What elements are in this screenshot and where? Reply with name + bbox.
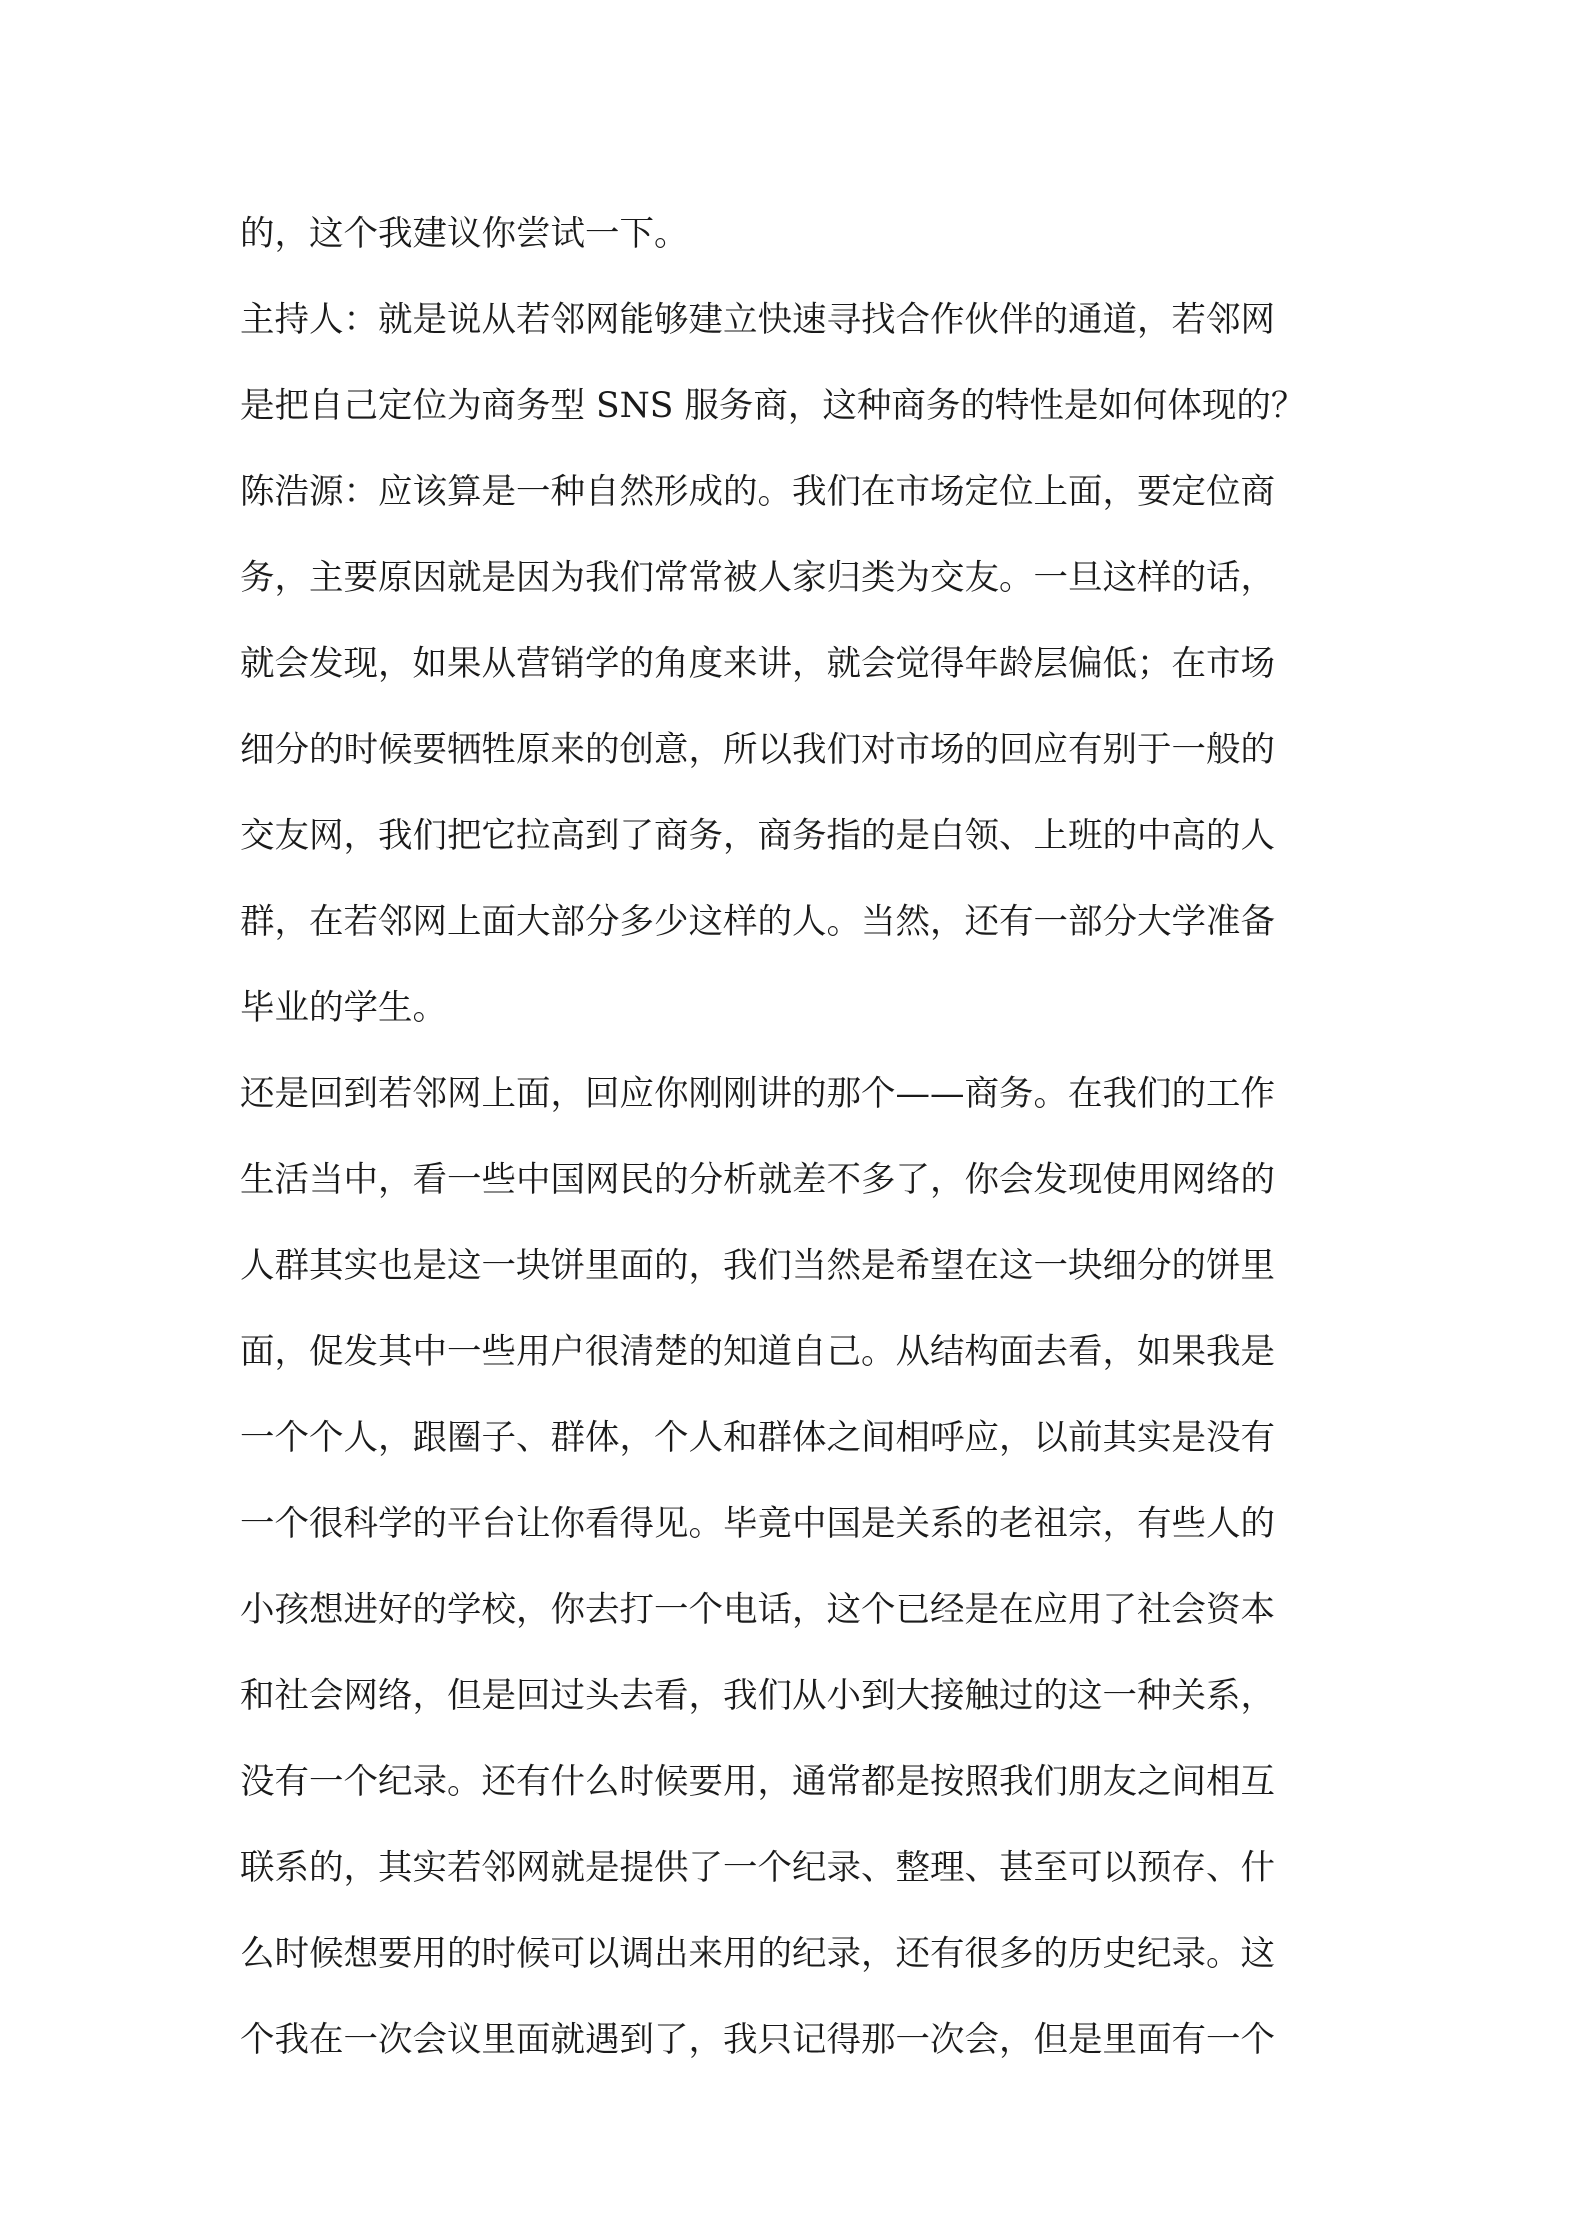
text-line: 生活当中，看一些中国网民的分析就差不多了，你会发现使用网络的: [240, 1160, 1275, 1200]
text-line: 和社会网络，但是回过头去看，我们从小到大接触过的这一种关系，: [240, 1676, 1275, 1716]
text-line: 面，促发其中一些用户很清楚的知道自己。从结构面去看，如果我是: [240, 1332, 1275, 1372]
text-line: 务，主要原因就是因为我们常常被人家归类为交友。一旦这样的话，: [240, 558, 1275, 598]
text-line: 么时候想要用的时候可以调出来用的纪录，还有很多的历史纪录。这: [240, 1934, 1275, 1974]
text-line: 一个很科学的平台让你看得见。毕竟中国是关系的老祖宗，有些人的: [240, 1504, 1275, 1544]
text-line: 毕业的学生。: [240, 988, 447, 1028]
text-line: 还是回到若邻网上面，回应你刚刚讲的那个——商务。在我们的工作: [240, 1074, 1275, 1114]
text-line: 群，在若邻网上面大部分多少这样的人。当然，还有一部分大学准备: [240, 902, 1275, 942]
text-line: 交友网，我们把它拉高到了商务，商务指的是白领、上班的中高的人: [240, 816, 1275, 856]
text-line: 联系的，其实若邻网就是提供了一个纪录、整理、甚至可以预存、什: [240, 1848, 1275, 1888]
text-line: 一个个人，跟圈子、群体，个人和群体之间相呼应，以前其实是没有: [240, 1418, 1275, 1458]
text-line: 人群其实也是这一块饼里面的，我们当然是希望在这一块细分的饼里: [240, 1246, 1275, 1286]
text-line: 就会发现，如果从营销学的角度来讲，就会觉得年龄层偏低；在市场: [240, 644, 1275, 684]
text-line: 主持人：就是说从若邻网能够建立快速寻找合作伙伴的通道，若邻网: [240, 300, 1275, 340]
text-line: 小孩想进好的学校，你去打一个电话，这个已经是在应用了社会资本: [240, 1590, 1275, 1630]
text-line: 陈浩源：应该算是一种自然形成的。我们在市场定位上面，要定位商: [240, 472, 1275, 512]
text-line: 的，这个我建议你尝试一下。: [240, 214, 689, 254]
text-line: 细分的时候要牺牲原来的创意，所以我们对市场的回应有别于一般的: [240, 730, 1275, 770]
text-line: 没有一个纪录。还有什么时候要用，通常都是按照我们朋友之间相互: [240, 1762, 1275, 1802]
text-line: 个我在一次会议里面就遇到了，我只记得那一次会，但是里面有一个: [240, 2020, 1275, 2060]
text-line: 是把自己定位为商务型 SNS 服务商，这种商务的特性是如何体现的？: [240, 386, 1306, 426]
